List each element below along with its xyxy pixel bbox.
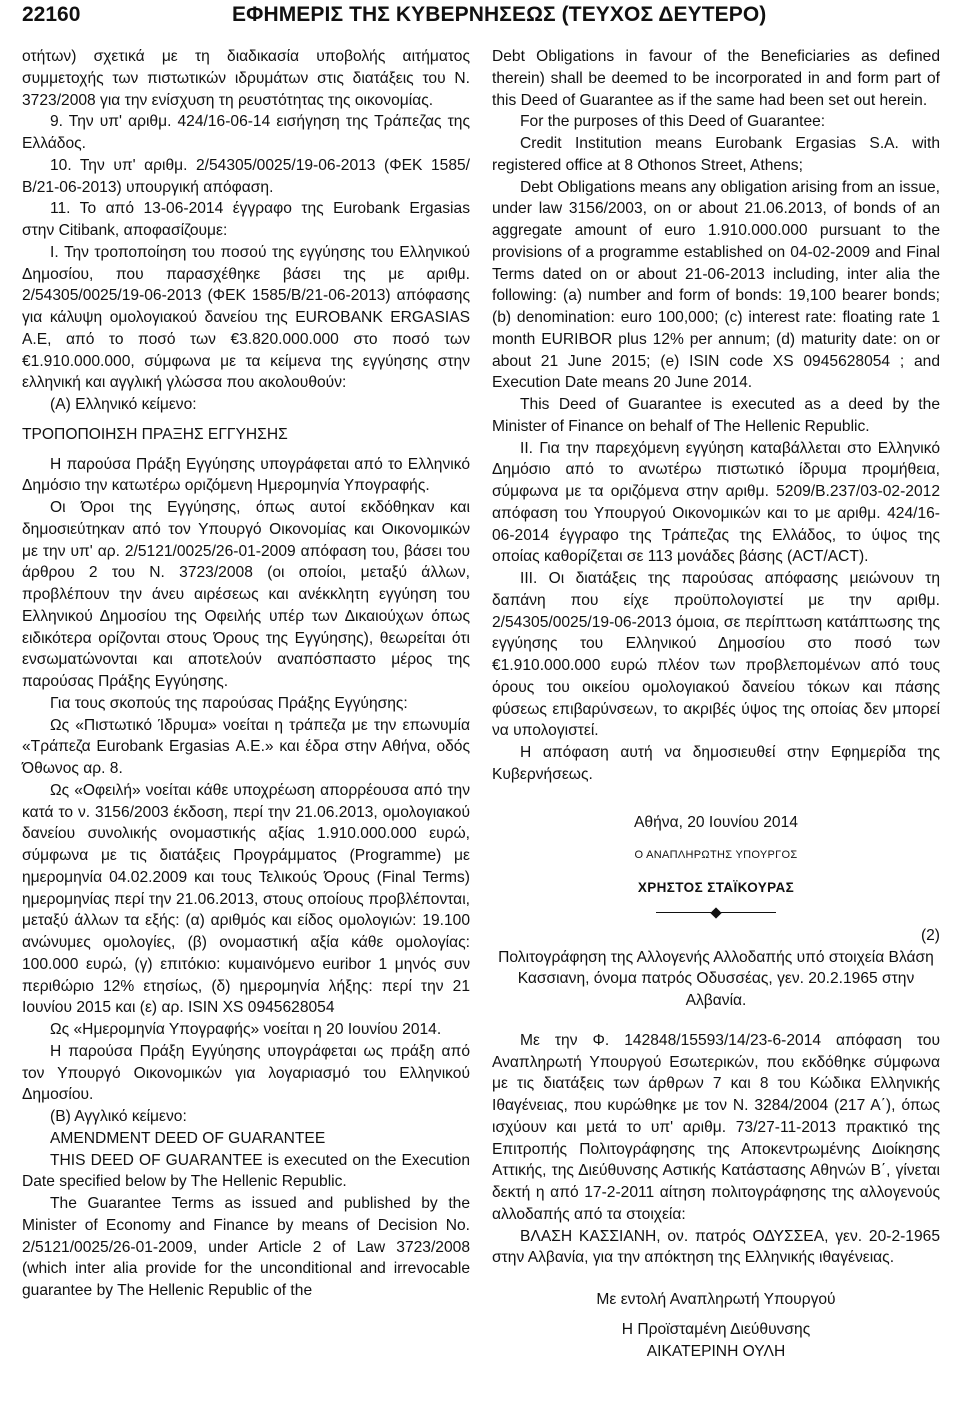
paragraph: For the purposes of this Deed of Guarantee: <box>520 113 826 131</box>
paragraph: Η παρούσα Πράξη Εγγύησης υπογράφεται ως πράξη από τον Υπουργό Οικονομικών για λογαριασμό του Ελληνικού Δημοσίου. <box>22 1042 470 1104</box>
section-heading: AMENDMENT DEED OF GUARANTEE <box>50 1129 326 1147</box>
paragraph: (Β) Αγγλικό κείμενο: <box>50 1108 187 1125</box>
two-column-body <box>22 46 940 1362</box>
paragraph: Οι Όροι της Εγγύησης, όπως αυτοί εκδόθηκαν και δημοσιεύτηκαν από τον Υπουργό Οικονομίας και Οικονομικών με την υπ' αρ. 2/5121/0025/26-01-2009 απόφαση του, βάσει του άρθρου 2 του Ν. 3723/2008 (οι οποίοι, μεταξύ άλλων, προβλέπουν την άνευ αιρέσεως και ανέκκλητη εγγύηση του Ελληνικού Δημοσίου της Οφειλής υπέρ των Δικαιούχων όπως ειδικότερα ορίζονται στους Όρους της Εγγύησης), θεωρείται ότι ενσωματώνονται και αποτελούν αναπόσπαστο μέρος της παρούσας Πράξης Εγγύησης. <box>22 499 470 690</box>
paragraph: I. Την τροποποίηση του ποσού της εγγύησης του Ελληνικού Δημοσίου, που παρασχέθηκε βάσει της με αριθμ. 2/54305/0025/19-06-2013 (ΦΕΚ 1585/Β/21-06-2013) απόφασης για κάλυψη ομολογιακού δανείου της EUROBANK ERGASIAS Α.Ε, από το ποσό των €3.820.000.000 στο ποσό των €1.910.000.000, σύμφωνα με τα κείμενα της εγγύησης στην ελληνική και αγγλική γλώσσα που ακολουθούν: <box>22 243 470 392</box>
journal-title: ΕΦΗΜΕΡΙΣ ΤΗΣ ΚΥΒΕΡΝΗΣΕΩΣ (ΤΕΥΧΟΣ ΔΕΥΤΕΡΟ) <box>232 3 767 26</box>
paragraph: Debt Obligations means any obligation arising from an issue, under law 3156/2003, on or about 21.06.2013, of bonds of an aggregate amount of euro 1.910.000.000 pursuant to the provisions of a programme established on 04-02-2009 and Final Terms dated on or about 21-06-2013 including, inter alia the following: (a) number and form of bonds: 19,100 bearer bonds; (b) denomination: euro 100,000; (c) interest rate: floating rate 1 month EURIBOR plus 12% per annum; (d) maturity date: on or about 21 June 2015; (e) ISIN code XS 0945628054 ; and Execution Date means 20 June 2014. <box>492 178 940 392</box>
right-column <box>492 46 940 1362</box>
paragraph: 9. Την υπ' αριθμ. 424/16-06-14 εισήγηση της Τράπεζας της Ελλάδος. <box>22 113 470 152</box>
paragraph: III. Οι διατάξεις της παρούσας απόφασης μειώνουν τη δαπάνη που είχε προϋπολογιστεί με την αριθμ. 2/54305/0025/19-06-2013 όμοια, σε περίπτωση κατάπτωσης της εγγύησης του Ελληνικού Δημοσίου στο ποσό των €1.910.000.000 ευρώ πλέον των προβλεπομένων από τους όρους του οικείου ομολογιακού δανείου τόκων και πάσης φύσεως επιβαρύνσεων, το ακριβές ύψος της οποίας δεν μπορεί να υπολογιστεί. <box>492 570 940 740</box>
paragraph: Ως «Οφειλή» νοείται κάθε υποχρέωση απορρέουσα από την κατά το ν. 3156/2003 έκδοση, περί την 21.06.2013, ομολογιακού δανείου συνολικής ονομαστικής αξίας 1.910.000.000 ευρώ, σύμφωνα με τις διατάξεις Προγράμματος (Programme) με ημερομηνία 04.02.2009 και τους Τελικούς Όρους (Final Terms) ημερομηνίας περί την 21.06.2013, στους οποίους προβλέπονται, μεταξύ άλλων τα εξής: (α) αριθμός και είδος ομολογιών: 19.100 ανώνυμες ομολογίες, (β) ονομαστική αξία κάθε ομολογίας: 100.000 ευρώ, (γ) επιτόκιο: κυμαινόμενο euribor 1 μηνός συν περιθώριο 12% ετησίως, (δ) ημερομηνία λήξης: περί την 21 Ιουνίου 2015 και (ε) αρ. ISIN XS 0945628054 <box>22 781 470 1017</box>
item-number: (2) <box>920 926 940 944</box>
paragraph: Credit Institution means Eurobank Ergasias S.A. with registered office at 8 Othonos Street, Athens; <box>492 135 940 174</box>
paragraph: Η παρούσα Πράξη Εγγύησης υπογράφεται από το Ελληνικό Δημόσιο την κατωτέρω οριζόμενη Ημερομηνία Υπογραφής. <box>22 455 470 495</box>
signatory-title: Ο ΑΝΑΠΛΗΡΩΤΗΣ ΥΠΟΥΡΓΟΣ <box>634 849 798 862</box>
diamond-ornament-icon <box>710 907 721 918</box>
paragraph: The Guarantee Terms as issued and published by the Minister of Economy and Finance by means of Decision No. 2/5121/0025/26-01-2009, under Article 2 of Law 3723/2008 (which inter alia provide for the unconditional and irrevocable guarantee by The Hellenic Republic of the <box>22 1195 470 1299</box>
paragraph: Ως «Πιστωτικό Ίδρυμα» νοείται η τράπεζα με την επωνυμία «Τράπεζα Eurobank Ergasias Α.Ε.» και έδρα στην Αθήνα, οδός Όθωνος αρ. 8. <box>22 716 470 777</box>
paragraph: 11. Το από 13-06-2014 έγγραφο της Eurobank Ergasias στην Citibank, αποφασίζουμε: <box>22 200 470 239</box>
paragraph: ΒΛΑΣΗ ΚΑΣΣΙΑΝΗ, ον. πατρός ΟΔΥΣΣΕΑ, γεν. 20-2-1965 στην Αλβανία, για την απόκτηση της Ελληνικής ιθαγένειας. <box>492 1227 940 1267</box>
section-divider <box>492 909 940 917</box>
signatory-name: ΧΡΗΣΤΟΣ ΣΤΑΪΚΟΥΡΑΣ <box>637 880 795 895</box>
place-date: Αθήνα, 20 Ιουνίου 2014 <box>634 813 798 831</box>
paragraph: THIS DEED OF GUARANTEE is executed on the Execution Date specified below by The Hellenic Republic. <box>22 1151 470 1191</box>
paragraph: 10. Την υπ' αριθμ. 2/54305/0025/19-06-2013 (ΦΕΚ 1585/Β/21-06-2013) υπουργική απόφαση. <box>22 156 470 196</box>
paragraph: Debt Obligations in favour of the Beneficiaries as defined therein) shall be deemed to be incorporated in and form part of this Deed of Guarantee as if the same had been set out herein. <box>492 48 940 109</box>
left-column <box>22 46 470 1362</box>
paragraph: This Deed of Guarantee is executed as a deed by the Minister of Finance on behalf of The Hellenic Republic. <box>492 396 940 435</box>
paragraph: Για τους σκοπούς της παρούσας Πράξης Εγγύησης: <box>50 694 408 712</box>
paragraph: Η απόφαση αυτή να δημοσιευθεί στην Εφημερίδα της Κυβερνήσεως. <box>492 744 940 783</box>
section-heading: ΤΡΟΠΟΠΟΙΗΣΗ ΠΡΑΞΗΣ ΕΓΓΥΗΣΗΣ <box>22 425 288 443</box>
paragraph: Με την Φ. 142848/15593/14/23-6-2014 απόφαση του Αναπληρωτή Υπουργού Εσωτερικών, που εκδόθηκε σύμφωνα με τις διατάξεις των άρθρων 7 και 8 του Κώδικα Ελληνικής Ιθαγένειας, που κυρώθηκε με τον Ν. 3284/2004 (217 Α΄), όπως ισχύουν και μετά το υπ' αριθμ. 73/27-11-2013 πρακτικό της Επιτροπής Πολιτογράφησης της Αποκεντρωμένης Διοίκησης Αττικής, της Διεύθυνσης Αστικής Κατάστασης Αθηνών Β΄, γίνεται δεκτή η από 17-2-2011 αίτηση πολιτογράφησης της αλλογενούς αλλοδαπής από τα στοιχεία: <box>492 1031 940 1223</box>
signoff-line: Με εντολή Αναπληρωτή Υπουργού <box>596 1291 836 1308</box>
paragraph: Ως «Ημερομηνία Υπογραφής» νοείται η 20 Ιουνίου 2014. <box>50 1021 442 1038</box>
signoff-name: ΑΙΚΑΤΕΡΙΝΗ ΟΥΛΗ <box>646 1342 786 1360</box>
item-title: Πολιτογράφηση της Αλλογενής Αλλοδαπής υπό στοιχεία Βλάση Κασσιανη, όνομα πατρός Οδυσσέας, γεν. 20.2.1965 στην Αλβανία. <box>498 948 934 1009</box>
page-header <box>22 0 940 46</box>
paragraph: (Α) Ελληνικό κείμενο: <box>50 396 197 413</box>
signoff-line: Η Προϊσταμένη Διεύθυνσης <box>621 1320 811 1338</box>
paragraph: II. Για την παρεχόμενη εγγύηση καταβάλλεται στο Ελληνικό Δημόσιο από το ανωτέρω πιστωτικό ίδρυμα προμήθεια, σύμφωνα με τα οριζόμενα στην αριθμ. 5209/Β.237/03-02-2012 απόφαση του Υπουργού Οικονομικών και το με αριθμ. 424/16-06-2014 έγγραφο της Τράπεζας της Ελλάδος, το ύψος της οποίας καθορίζεται σε 113 μονάδες βάσης (ACT/ACT). <box>492 439 940 566</box>
paragraph: οτήτων) σχετικά με τη διαδικασία υποβολής αιτήματος συμμετοχής των πιστωτικών ιδρυμάτων στις διατάξεις του Ν. 3723/2008 για την ενίσχυση τη ρευστότητας της οικονομίας. <box>22 48 470 109</box>
page-number: 22160 <box>22 3 81 26</box>
